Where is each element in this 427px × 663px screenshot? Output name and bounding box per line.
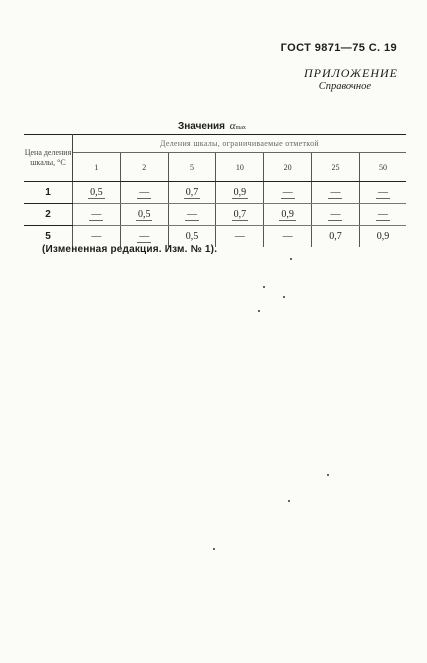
table-cell: [216, 204, 264, 226]
table-title-symbol: [230, 120, 246, 132]
cell-value: 0,5: [90, 187, 103, 198]
page-header-standard: ГОСТ 9871—75 С. 19: [280, 42, 397, 54]
cell-value: 0,5: [137, 209, 151, 220]
table-row: [24, 182, 406, 204]
cell-value: 0,7: [185, 187, 199, 198]
cell-value: 0,9: [281, 209, 294, 220]
table-cell: [168, 204, 216, 226]
table-cell: [73, 204, 121, 226]
values-table: [24, 134, 406, 247]
column-header: 2: [120, 153, 168, 182]
row-label: 5: [24, 226, 73, 248]
table-cell: [216, 226, 264, 248]
cell-value: —: [139, 231, 150, 242]
scan-speck: [283, 296, 285, 298]
cell-value: 0,5: [185, 231, 199, 242]
cell-value: —: [377, 209, 388, 220]
table-cell: [120, 204, 168, 226]
table-title: [178, 120, 246, 132]
row-label: 1: [24, 182, 73, 204]
cell-value: —: [91, 209, 102, 220]
table-cell: [312, 182, 360, 204]
column-header: 1: [73, 153, 121, 182]
table-cell: [168, 182, 216, 204]
scan-speck: [263, 286, 265, 288]
cell-value: 0,9: [233, 187, 247, 198]
scan-speck: [288, 500, 290, 502]
table-cell: [359, 226, 406, 248]
cell-value: —: [330, 187, 341, 198]
table-title-text: Значения: [178, 121, 226, 132]
table-cell: [120, 182, 168, 204]
table-cell: [216, 182, 264, 204]
column-header: 10: [216, 153, 264, 182]
amendment-note: (Измененная редакция. Изм. № 1).: [42, 244, 218, 255]
cell-value: —: [377, 187, 388, 198]
column-header: 5: [168, 153, 216, 182]
span-header: Деления шкалы, ограничиваемые отметкой: [73, 135, 407, 153]
scan-speck: [290, 258, 292, 260]
cell-value: —: [330, 209, 341, 220]
appendix-subtitle: Справочное: [318, 81, 371, 92]
row-label: 2: [24, 204, 73, 226]
cell-value: 0,7: [233, 209, 247, 220]
cell-value: —: [91, 231, 102, 242]
table-cell: [73, 182, 121, 204]
cell-value: —: [234, 231, 245, 242]
appendix-title: ПРИЛОЖЕНИЕ: [304, 66, 398, 80]
scan-speck: [213, 548, 215, 550]
column-header: 25: [312, 153, 360, 182]
table-cell: [312, 204, 360, 226]
scan-speck: [327, 474, 329, 476]
cell-value: 0,7: [329, 231, 342, 242]
table-cell: [264, 226, 312, 248]
table-cell: [359, 182, 406, 204]
cell-value: —: [282, 187, 293, 198]
table-cell: [312, 226, 360, 248]
table-row: [24, 204, 406, 226]
symbol-subscript: max: [235, 125, 246, 131]
cell-value: —: [139, 187, 150, 198]
column-header: 20: [264, 153, 312, 182]
scan-speck: [258, 310, 260, 312]
table-cell: [359, 204, 406, 226]
param-header: Цена деления шкалы, °С: [24, 135, 73, 182]
cell-value: —: [282, 231, 293, 242]
column-header: 50: [359, 153, 406, 182]
cell-value: 0,9: [376, 231, 390, 242]
symbol-alpha: α: [229, 120, 236, 132]
table-cell: [264, 204, 312, 226]
table-cell: [264, 182, 312, 204]
cell-value: —: [187, 209, 198, 220]
